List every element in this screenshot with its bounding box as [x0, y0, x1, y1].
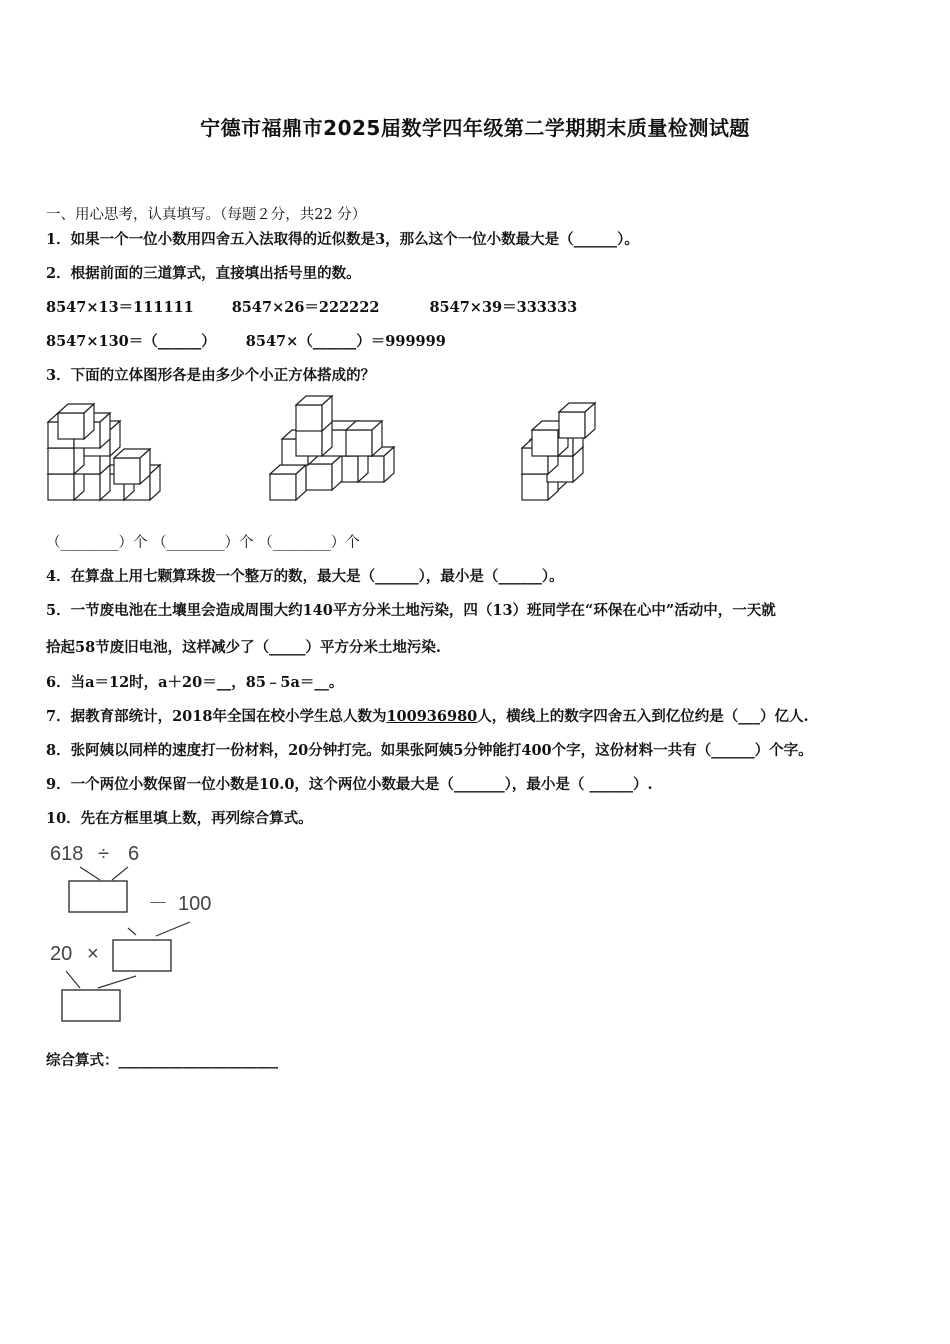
calculation-diagram	[40, 836, 240, 1028]
equation-5: 8547×（______）＝999999	[245, 333, 446, 350]
diagram-number-6: 6	[128, 843, 140, 865]
cube-figure-1	[48, 404, 160, 500]
question-1: 1．如果一个一位小数用四舍五入法取得的近似数是3，那么这个一位小数最大是（______）。	[46, 231, 639, 248]
answer-box-2[interactable]	[113, 940, 171, 971]
diagram-times-sign: ×	[87, 943, 99, 965]
section-heading: 一、用心思考，认真填写。（每题２分，共22 分）	[46, 207, 367, 223]
question-6: 6．当a＝12时，a＋20＝__，85﹣5a＝__。	[46, 674, 344, 691]
page-title: 宁德市福鼎市2025届数学四年级第二学期期末质量检测试题	[200, 116, 750, 140]
equation-row-1	[46, 296, 577, 317]
cube-figures	[40, 390, 610, 515]
question-7-text: 7．据教育部统计，2018年全国在校小学生总人数为	[46, 708, 387, 725]
diagram-number-100: 100	[178, 893, 212, 915]
equation-4: 8547×130＝（______）	[46, 333, 216, 350]
question-8: 8．张阿姨以同样的速度打一份材料，20分钟打完。如果张阿姨5分钟能打400个字，这份材料一共有（______）个字。	[46, 742, 813, 759]
question-2: 2．根据前面的三道算式，直接填出括号里的数。	[46, 265, 361, 282]
question-4: 4．在算盘上用七颗算珠拨一个整万的数，最大是（______），最小是（______）。	[46, 568, 564, 585]
question-3-answers: （________）个 （________）个 （________）个	[46, 535, 360, 551]
composite-formula-line[interactable]: 综合算式：______________________	[46, 1052, 278, 1069]
question-3: 3．下面的立体图形各是由多少个小正方体搭成的？	[46, 367, 376, 384]
question-5-line-1: 5．一节废电池在土壤里会造成周围大约140平方分米土地污染，四（13）班同学在“环保在心中”活动中，一天就	[46, 602, 776, 619]
cube-figure-3	[522, 403, 595, 500]
question-5-line-2: 拾起58节废旧电池，这样减少了（_____）平方分米土地污染.	[46, 639, 441, 656]
question-7	[46, 705, 809, 726]
underlined-number: 100936980	[386, 708, 478, 725]
equation-2: 8547×26＝222222	[231, 299, 380, 316]
diagram-minus-sign: －	[148, 893, 168, 915]
equation-row-2	[46, 330, 446, 351]
answer-box-1[interactable]	[69, 881, 127, 912]
cube-figure-2	[270, 396, 394, 500]
equation-3: 8547×39＝333333	[429, 299, 578, 316]
equation-1: 8547×13＝111111	[46, 299, 194, 316]
diagram-number-618: 618	[50, 843, 84, 865]
question-10: 10．先在方框里填上数，再列综合算式。	[46, 810, 313, 827]
diagram-number-20: 20	[50, 943, 73, 965]
answer-box-3[interactable]	[62, 990, 120, 1021]
question-7-text-end: 人，横线上的数字四舍五入到亿位约是（___）亿人.	[477, 708, 809, 725]
question-9: 9．一个两位小数保留一位小数是10.0，这个两位小数最大是（_______），最小是（ ______）.	[46, 776, 653, 793]
diagram-divide-sign: ÷	[98, 843, 109, 865]
